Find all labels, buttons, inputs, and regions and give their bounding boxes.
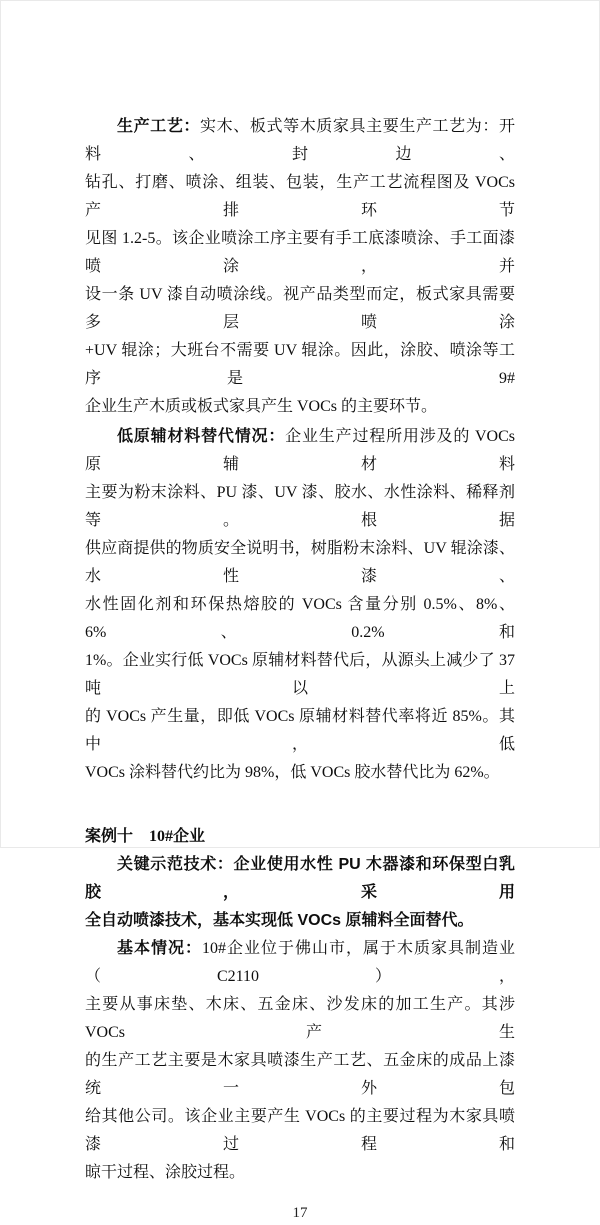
text-line	[85, 935, 515, 991]
paragraph-low-voc-substitution	[85, 423, 515, 787]
text-line: 供应商提供的物质安全说明书，树脂粉末涂料、UV 辊涂漆、水性漆、	[85, 540, 515, 585]
paragraph-line: 10#企业位于佛山市，属于木质家具制造业（C2110），	[85, 940, 515, 985]
text-line: 主要从事床垫、木床、五金床、沙发床的加工生产。其涉 VOCs 产生	[85, 996, 515, 1041]
paragraph-basic-situation	[85, 935, 515, 1187]
page-number: 17	[292, 1205, 308, 1221]
paragraph-lead: 低原辅材料替代情况：	[117, 428, 286, 445]
text-line	[85, 113, 515, 169]
text-line: 企业生产木质或板式家具产生 VOCs 的主要环节。	[85, 398, 438, 415]
text-line: 的生产工艺主要是木家具喷漆生产工艺、五金床的成品上漆统一外包	[85, 1052, 515, 1097]
text-line: +UV 辊涂；大班台不需要 UV 辊涂。因此，涂胶、喷涂等工序是 9#	[85, 342, 515, 387]
text-line: 见图 1.2-5。该企业喷涂工序主要有手工底漆喷涂、手工面漆喷涂，并	[85, 230, 515, 275]
paragraph-line: 实木、板式等木质家具主要生产工艺为：开料、封边、	[85, 118, 515, 163]
text-line: 给其他公司。该企业主要产生 VOCs 的主要过程为木家具喷漆过程和	[85, 1108, 515, 1153]
paragraph-line: 企业生产过程所用涉及的 VOCs 原辅材料	[85, 428, 515, 473]
text-line: 主要为粉末涂料、PU 漆、UV 漆、胶水、水性涂料、稀释剂等。根据	[85, 484, 515, 529]
text-line: 晾干过程、涂胶过程。	[85, 1164, 246, 1181]
text-line: 水性固化剂和环保热熔胶的 VOCs 含量分别 0.5%、8%、6%、0.2%和	[85, 596, 515, 641]
section-heading-case-ten: 案例十 10#企业	[85, 828, 206, 845]
text-line: 钻孔、打磨、喷涂、组装、包装，生产工艺流程图及 VOCs 产排环节	[85, 174, 515, 219]
paragraph-lead: 基本情况：	[117, 940, 202, 957]
text-line: 1%。企业实行低 VOCs 原辅材料替代后，从源头上减少了 37 吨以上	[85, 652, 515, 697]
paragraph-lead: 生产工艺：	[117, 118, 201, 135]
paragraph-key-technology	[85, 851, 515, 935]
text-line	[85, 423, 515, 479]
paragraph-lead: 关键示范技术：	[117, 856, 234, 873]
text-line: 全自动喷漆技术，基本实现低 VOCs 原辅料全面替代。	[85, 912, 474, 929]
text-line: 设一条 UV 漆自动喷涂线。视产品类型而定，板式家具需要多层喷涂	[85, 286, 515, 331]
paragraph-line: 企业使用水性 PU 木器漆和环保型白乳胶，采用	[85, 856, 515, 901]
text-line: 的 VOCs 产生量，即低 VOCs 原辅材料替代率将近 85%。其中，低	[85, 708, 515, 753]
paragraph-production-process	[85, 113, 515, 421]
text-line	[85, 851, 515, 907]
text-line: VOCs 涂料替代约比为 98%，低 VOCs 胶水替代比为 62%。	[85, 764, 500, 781]
